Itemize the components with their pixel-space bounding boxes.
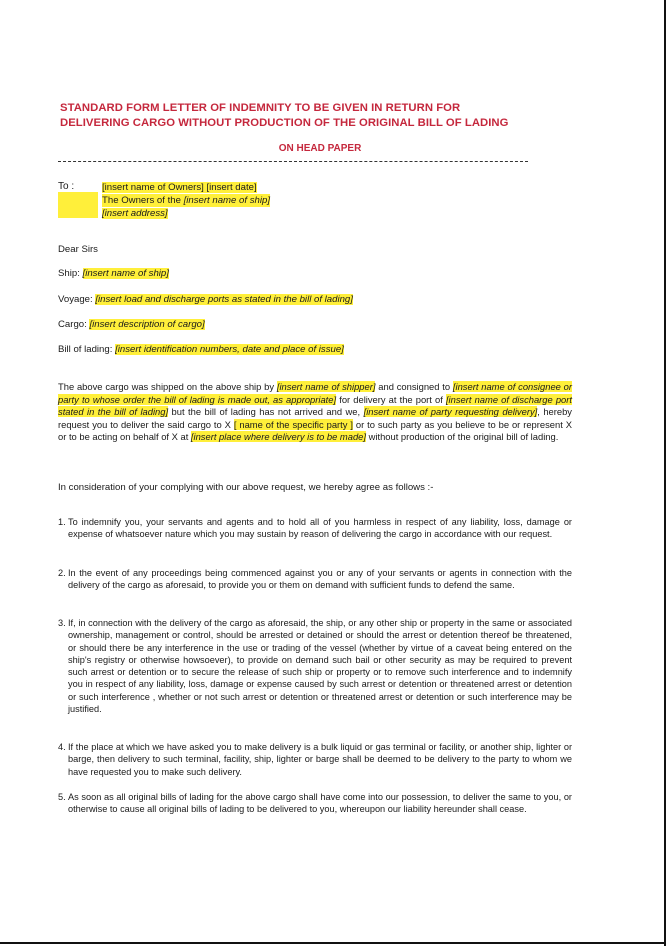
- body-text-4: but the bill of lading has not arrived and we,: [168, 406, 364, 417]
- clause-number: 2.: [58, 568, 66, 578]
- clause-number: 3.: [58, 618, 66, 628]
- clause-number: 4.: [58, 742, 66, 752]
- voyage-value: [insert load and discharge ports as stated in the bill of lading]: [95, 294, 353, 305]
- clause-number: 5.: [58, 792, 66, 802]
- cargo-field: [58, 319, 205, 330]
- page-edge-right: [664, 0, 666, 946]
- discharge-port-placeholder: [insert name of discharge port stated in the bill of lading]: [58, 393, 572, 417]
- clause-number: 1.: [58, 517, 66, 527]
- clause-4: [58, 741, 572, 778]
- cargo-value: [insert description of cargo]: [89, 319, 205, 330]
- owners-of-text: The Owners of the: [102, 195, 184, 206]
- clause-text: If the place at which we have asked you to make delivery is a bulk liquid or gas terminal or facility, or another ship, lighter or barge, then delivery to such terminal, facility, ship, lighter or barge shall be deemed to be delivery to the party to whom we have requested you to make such delivery.: [68, 742, 572, 777]
- delivery-place-placeholder: [insert place where delivery is to be made]: [190, 431, 366, 442]
- title-line-1: STANDARD FORM LETTER OF INDEMNITY TO BE GIVEN IN RETURN FOR: [60, 102, 461, 114]
- ship-name-placeholder: [insert name of ship]: [183, 195, 270, 206]
- body-text-3: for delivery at the port of: [336, 393, 446, 405]
- shipper-placeholder: [insert name of shipper]: [276, 381, 376, 392]
- consignee-placeholder: [insert name of consignee or party to whose order the bill of lading is made out, as appropriate]: [58, 381, 573, 405]
- body-text-6: or to such party as you believe to be or represent X or to be acting on behalf of X at: [58, 418, 572, 442]
- requesting-party-placeholder: [insert name of party requesting delivery]: [363, 406, 538, 417]
- bol-label: Bill of lading:: [58, 344, 116, 355]
- dashed-divider: [58, 161, 528, 162]
- to-highlight-block: [58, 192, 98, 218]
- address-placeholder: [insert address]: [102, 208, 168, 219]
- bill-of-lading-field: [58, 344, 344, 355]
- page-edge-bottom: [0, 942, 666, 944]
- cargo-label: Cargo:: [58, 319, 90, 330]
- clause-text: In the event of any proceedings being commenced against you or any of your servants or agents in connection with the delivery of the cargo as aforesaid, to provide you or them on demand with sufficient funds to defend the same.: [68, 568, 572, 591]
- owners-date-placeholder: [insert name of Owners] [insert date]: [102, 182, 257, 193]
- salutation: Dear Sirs: [58, 244, 98, 255]
- lead-in-sentence: In consideration of your complying with our above request, we hereby agree as follows :-: [58, 482, 434, 493]
- body-text-5: , hereby request you to deliver the said cargo to X: [58, 406, 572, 430]
- ship-field: [58, 268, 169, 279]
- voyage-label: Voyage:: [58, 294, 96, 305]
- bol-value: [insert identification numbers, date and place of issue]: [115, 344, 344, 355]
- body-text-7: without production of the original bill of lading.: [366, 431, 559, 442]
- document-title: [60, 101, 580, 131]
- addressee-block: [102, 181, 270, 220]
- title-line-2: DELIVERING CARGO WITHOUT PRODUCTION OF THE ORIGINAL BILL OF LADING: [60, 117, 509, 129]
- subheading: ON HEAD PAPER: [278, 143, 362, 154]
- clause-text: To indemnify you, your servants and agents and to hold all of you harmless in respect of any liability, loss, damage or expense of whatsoever nature which you may sustain by reason of delivering the cargo in accordance with our request.: [68, 517, 572, 540]
- ship-value: [insert name of ship]: [82, 268, 169, 279]
- to-label: To :: [58, 181, 75, 192]
- specific-party-placeholder: [ name of the specific party ]: [233, 418, 353, 430]
- ship-label: Ship:: [58, 268, 83, 279]
- clause-5: [58, 791, 572, 816]
- clause-1: [58, 516, 572, 541]
- clause-text: As soon as all original bills of lading for the above cargo shall have come into our possession, to deliver the same to you, or otherwise to cause all original bills of lading to be delivered to you, whereupon our liability hereunder shall cease.: [68, 792, 572, 815]
- clause-2: [58, 567, 572, 592]
- clause-text: If, in connection with the delivery of the cargo as aforesaid, the ship, or any other ship or property in the same or associated ownership, management or control, should be arrested or detained or should the arrest or detention thereof be threatened, or should there be any interference in the use or trading of the vessel (whether by virtue of a caveat being entered on the ship's registry or otherwise howsoever), to provide on demand such bail or other security as may be required to prevent such arrest or detention or to secure the release of such ship or property or to remove such interference and to indemnify you in respect of any liability, loss, damage or expense caused by such arrest or detention or threatened arrest or detention or such interference , whether or not such arrest or detention or threatened arrest or detention or such interference may be justified.: [68, 618, 572, 715]
- body-text-1: The above cargo was shipped on the above ship by: [58, 381, 277, 392]
- voyage-field: [58, 294, 353, 305]
- clause-3: [58, 617, 572, 715]
- body-text-2: and consigned to: [375, 381, 453, 392]
- request-paragraph: [58, 381, 572, 444]
